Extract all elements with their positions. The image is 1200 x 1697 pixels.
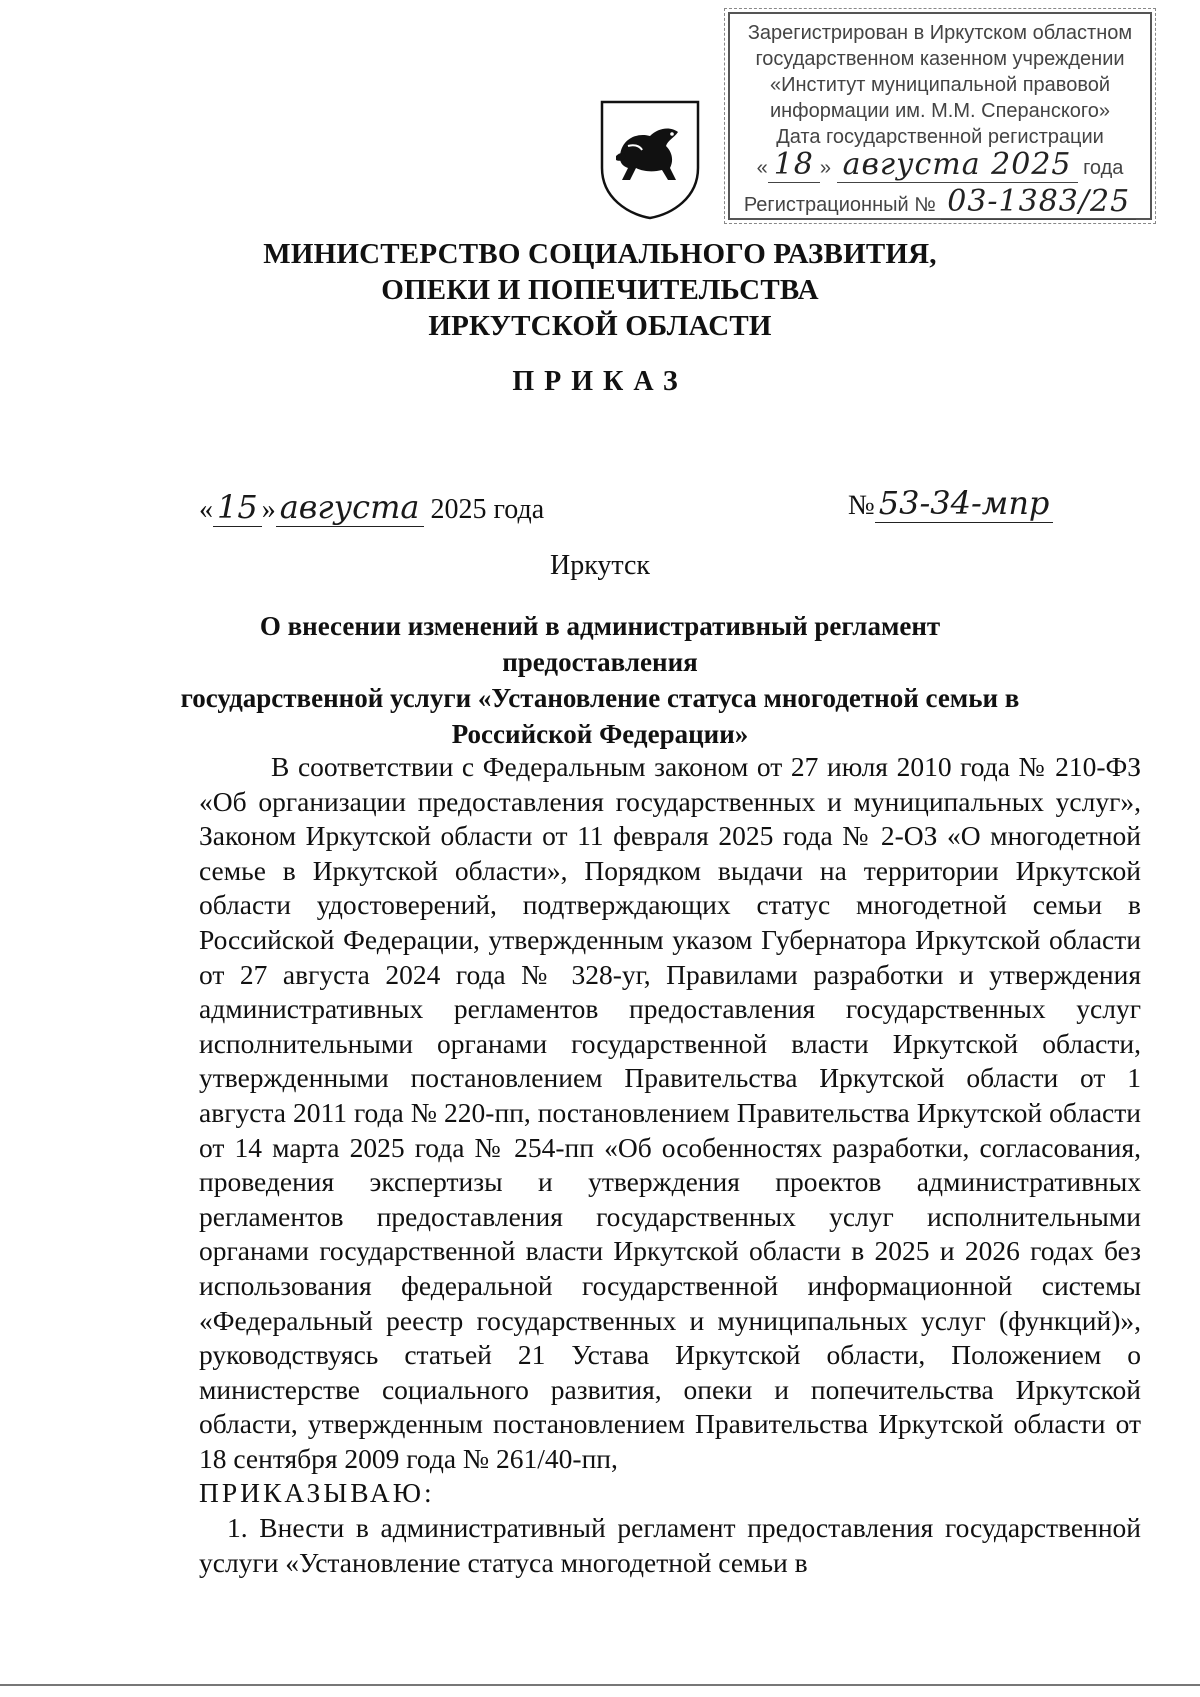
coat-of-arms-icon: [598, 98, 702, 220]
stamp-reg-line: [730, 184, 1150, 219]
stamp-date-month: августа 2025: [837, 147, 1078, 183]
registration-stamp: [728, 12, 1152, 220]
city: Иркутск: [549, 550, 651, 581]
order-item-1: 1. Внести в административный регламент предоставления государственной услуги «Установление статуса многодетной семьи в: [199, 1512, 1141, 1578]
ministry-line: МИНИСТЕРСТВО СОЦИАЛЬНОГО РАЗВИТИЯ,: [263, 238, 937, 270]
stamp-date-suffix: года: [1083, 157, 1124, 179]
stamp-reg-number: 03-1383/25: [941, 184, 1136, 220]
subject-line: Российской Федерации»: [451, 719, 749, 749]
subject-line: О внесении изменений в административный регламент предоставления: [259, 611, 941, 677]
order-day: 15: [213, 488, 262, 527]
order-number-value: 53-34-мпр: [875, 484, 1054, 523]
page-bottom-rule: [0, 1684, 1200, 1686]
date-open-quote: «: [199, 494, 213, 525]
stamp-line: «Институт муниципальной правовой: [769, 74, 1111, 96]
stamp-date-close-quote: »: [819, 157, 832, 179]
order-title: ПРИКАЗ: [512, 366, 688, 397]
order-subject: [170, 608, 1030, 752]
ministry-line: ИРКУТСКОЙ ОБЛАСТИ: [428, 310, 772, 342]
stamp-date-line: [730, 147, 1150, 182]
stamp-date-day: 18: [768, 147, 820, 183]
stamp-line: информации им. М.М. Сперанского»: [769, 100, 1111, 122]
order-number: [848, 484, 1053, 522]
date-close-quote: »: [261, 494, 276, 525]
subject-line: государственной услуги «Установление статуса многодетной семьи в: [180, 683, 1020, 713]
preamble-paragraph: В соответствии с Федеральным законом от 27 июля 2010 года № 210-ФЗ «Об организации предоставления государственных и муниципальных услуг», Законом Иркутской области от 11 февраля 2025 года № 2-ОЗ «О многодетной семье в Иркутской области», Порядком выдачи на территории Иркутской области удостоверений, подтверждающих статус многодетной семьи в Российской Федерации, утвержденным указом Губернатора Иркутской области от 27 августа 2024 года № 328-уг, Правилами разработки и утверждения административных регламентов предоставления государственных услуг исполнительными органами государственной власти Иркутской области, утвержденными постановлением Правительства Иркутской области от 1 августа 2011 года № 220-пп, постановлением Правительства Иркутской области от 14 марта 2025 года № 254-пп «Об особенностях разработки, согласования, проведения экспертизы и утверждения проектов административных регламентов предоставления государственных услуг исполнительными органами государственной власти Иркутской области в 2025 и 2026 годах без использования федеральной государственной информационной системы «Федеральный реестр государственных и муниципальных услуг (функций)», руководствуясь статьей 21 Устава Иркутской области, Положением о министерстве социального развития, опеки и попечительства Иркутской области, утвержденным постановлением Правительства Иркутской области от 18 сентября 2009 года № 261/40-пп,: [199, 751, 1141, 1474]
ministry-line: ОПЕКИ И ПОПЕЧИТЕЛЬСТВА: [381, 274, 819, 306]
stamp-line: Дата государственной регистрации: [776, 126, 1104, 148]
stamp-reg-label: Регистрационный №: [743, 194, 936, 216]
ministry-name: [0, 236, 1200, 344]
order-date: [199, 488, 544, 526]
decree-word: ПРИКАЗЫВАЮ:: [199, 1477, 435, 1509]
order-year: 2025 года: [430, 494, 545, 525]
order-month: августа: [276, 488, 424, 527]
stamp-date-open-quote: «: [756, 157, 768, 179]
order-number-label: №: [848, 490, 875, 521]
stamp-line: Зарегистрирован в Иркутском областном: [747, 22, 1133, 44]
stamp-line: государственном казенном учреждении: [755, 48, 1125, 70]
order-body: [199, 750, 1141, 1580]
